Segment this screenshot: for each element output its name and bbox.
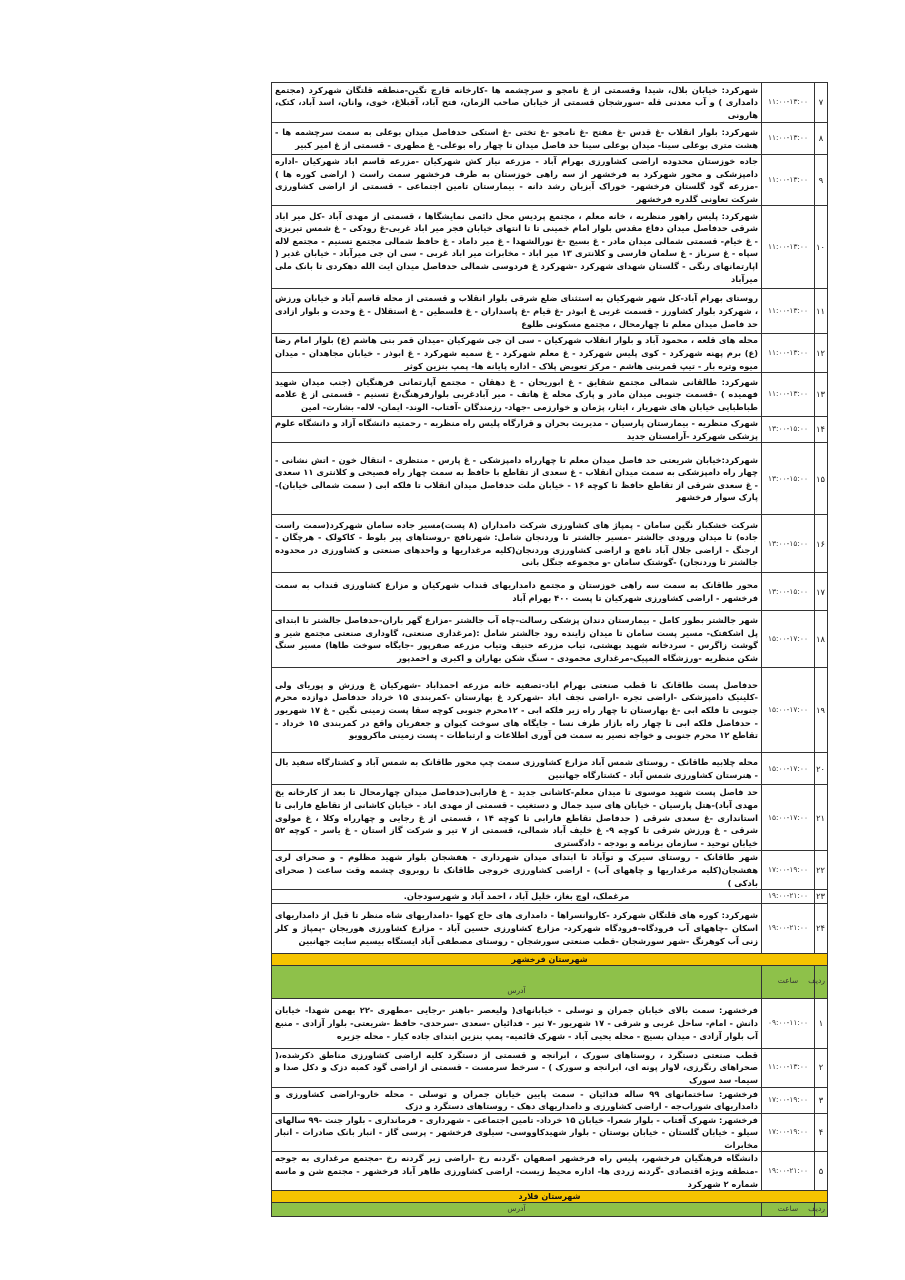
address-cell: دانشگاه فرهنگیان فرخشهر، پلیس راه فرخشهر اصفهان -گردنه رخ -اراضی زیر گردنه رخ -مجتمع مرغداری به جوجه -منطقه ویژه اقتصادی -گردنه زردی ها- اداره محیط زیست- اراضی کشاورزی طاهر آباد فرخشهر - مجتمع شن و ماسه شماره ۲ شهرکرد xyxy=(272,1152,762,1191)
header-address: آدرس xyxy=(272,965,762,998)
address-cell: محله های قلعه ، محمود آباد و بلوار انقلاب شهرکیان - سی ان جی شهرکیان -میدان قمر بنی هاشم (ع) بلوار امام رضا (ع) برم پهنه شهرکرد - کوی پلیس شهرکرد - غ معلم شهرکرد - غ سمیه شهرکرد - غ ابوذر - خیابان مجاهدان - میدان میوه وتره بار - تیپ قمربنی هاشم - مرکز تعویض پلاک - اداره پایانه ها- پمپ بنزین کوثر xyxy=(272,334,762,373)
row-number: ۱۹ xyxy=(815,668,828,753)
row-number: ۸ xyxy=(815,123,828,155)
address-cell: شهرکرد:خیابان شریعتی حد فاصل میدان معلم تا چهارراه دامپزشکی - غ پارس - منتظری - انتقال خون - اتش نشانی - چهار راه دامپزشکی به سمت میدان انقلاب - غ سعدی از تقاطع با حافظ به سمت چهار راه فصیحی و کلانتری ۱۱ سعدی - غ سعدی شرقی از تقاطع حافظ تا کوچه ۱۶ - خیابان ملت حدفاصل میدان انقلاب تا فلکه ابی ( سمت شمالی خیابان)- پارک سوار فرخشهر xyxy=(272,443,762,515)
address-cell: شهر طاقانک - روستای سیرک و توآباد تا ابتدای میدان شهرداری - هفشجان بلوار شهید مظلوم - و صحرای لری هفشجان(کلیه مرغداریها و چاههای آب) - اراضی کشاورزی خروجی طاقانک تا روبروی چشمه وقت ساعت ( صحرای بادکی ) xyxy=(272,851,762,890)
time-range: ۱۱:۰۰-۱۳:۰۰ xyxy=(768,306,808,316)
time-range: ۱۱:۰۰-۱۳:۰۰ xyxy=(768,242,808,252)
address-cell: شهرکرد: طالقانی شمالی مجتمع شقایق - غ ابوریحان - غ دهقان - مجتمع آپارتمانی فرهنگیان (جنب میدان شهید فهمیده ) -قسمت جنوبی میدان مادر و پارک محله غ هاتف - میر آبادغربی بلوارفرهنگ،غ تسنیم - قسمتی از غ علامه طباطبایی خیابان های شهریار ، ایثار، پژمان و خوارزمی -جهاد- رزمندگان -آفتاب- الوند- ایمان- لاله- بشارت- امین xyxy=(272,373,762,417)
table-row xyxy=(272,83,828,123)
address-cell: حد فاصل پست شهید موسوی تا میدان معلم-کاشانی جدید - غ فارابی(حدفاصل میدان چهارمحال تا بعد از کارخانه یخ مهدی آباد)-هتل پارسیان - خیابان های سید جمال و دستغیب - قسمتی از مهدی اباد - خیابان کاشانی از تقاطع فارابی تا استانداری -غ سعدی شرقی ( حدفاصل تقاطع فارابی تا کوچه ۱۴ ، قسمتی از غ رجایی و چهارراه وکلا ، غ مولوی شرقی - غ ورزش شرقی تا کوچه ۹- غ خلیف آباد شمالی، قسمتی از ۷ تیر و شرکت گاز استان - غ یاسر - کوچه ۵۲ خیابان توحید - سازمان برنامه و بودجه - دادگستری xyxy=(272,785,762,851)
time-range: ۱۱:۰۰-۱۳:۰۰ xyxy=(768,389,808,399)
time-range: ۱۱:۰۰-۱۳:۰۰ xyxy=(768,1062,808,1072)
outage-schedule-table xyxy=(271,82,828,1217)
time-cell xyxy=(762,123,815,155)
section-band-falard xyxy=(272,1191,828,1203)
time-cell xyxy=(762,83,815,123)
address-cell: فرخشهر: ساختمانهای ۹۹ ساله فدائیان - سمت پایین خیابان جمران و توسلی - محله خارو-اراضی کشاورزی و دامداریهای شوراب‌جه - اراضی کشاورزی و دامداریهای دهک - روستاهای دستگرد و دزک xyxy=(272,1087,762,1113)
table-row xyxy=(272,334,828,373)
time-range: ۱۳:۰۰-۱۵:۰۰ xyxy=(768,424,808,434)
time-range: ۱۳:۰۰-۱۵:۰۰ xyxy=(768,538,808,548)
table-row xyxy=(272,998,828,1048)
address-cell: فرخشهر: شهرک آفتاب - بلوار شعرا- خیابان ۱۵ خرداد- تامین اجتماعی - شهرداری - فرمانداری - بلوار جنت -۹۹ سالهای سیلو - خیابان گلستان - خیابان بوستان - بلوار شهیدکاووسی- سیلوی فرخشهر - پرسی گاز - انبار بانک صادرات - انبار مخابرات xyxy=(272,1113,762,1152)
row-number: ۱۸ xyxy=(815,611,828,668)
table-row xyxy=(272,1087,828,1113)
table-row xyxy=(272,785,828,851)
time-cell xyxy=(762,903,815,953)
row-number: ۱۴ xyxy=(815,417,828,443)
address-cell: جاده خوزستان محدوده اراضی کشاورزی بهرام آباد - مزرعه نیاز کش شهرکیان -مزرعه قاسم اباد شهرکیان -اداره دامپزشکی و محور شهرکرد به فرخشهر از سه راهی خوزستان به طرف فرخشهر سمت راست ( اراضی کوره ها ) -مزرعه گود گلستان فرخشهر- خوراک آبزیان رشد دانه - بیمارستان تامین اجتماعی - قسمتی از اراضی کشاورزی شرکت تعاونی گلدره فرخشهر xyxy=(272,155,762,206)
time-range: ۱۹:۰۰-۲۱:۰۰ xyxy=(768,1166,808,1176)
time-cell xyxy=(762,890,815,904)
time-range: ۱۹:۰۰-۲۱:۰۰ xyxy=(768,891,808,901)
table-row xyxy=(272,753,828,785)
time-cell xyxy=(762,1113,815,1152)
time-range: ۱۱:۰۰-۱۳:۰۰ xyxy=(768,174,808,184)
time-cell xyxy=(762,1152,815,1191)
table-row xyxy=(272,206,828,289)
address-cell: قطب صنعتی دستگرد ، روستاهای سورک ، ابرانجه و قسمتی از دستگرد کلیه اراضی کشاورزی مناطق ذکرشده،( صحراهای رنگرزی، لاوار پونه ای، ابرانجه و سورک ) - سرخط سرمست - قسمتی از اراضی گود کمبه دزک و دکل صدا و سیما- سد سورک xyxy=(272,1048,762,1087)
table-row xyxy=(272,417,828,443)
row-number: ۲۲ xyxy=(815,851,828,890)
time-cell xyxy=(762,785,815,851)
time-cell xyxy=(762,1048,815,1087)
time-cell xyxy=(762,373,815,417)
row-number: ۴ xyxy=(815,1113,828,1152)
time-cell xyxy=(762,443,815,515)
time-cell xyxy=(762,611,815,668)
row-number: ۲۳ xyxy=(815,890,828,904)
row-number: ۱۱ xyxy=(815,289,828,334)
time-cell xyxy=(762,334,815,373)
address-cell: شرکت خشکبار نگین سامان - پمپاژ های کشاورزی شرکت دامداران (۸ پست)مسیر جاده سامان شهرکرد(سمت راست جاده) تا میدان ورودی جالشتر -مسیر جالشتر تا وردنجان شامل: شهرنافچ -روستاهای پیر بلوط - کاکولک - هرچگان - ارجنگ - اراضی جلال آباد نافچ و اراضی کشاورزی وردنجان(کلیه مرغداریها و واحدهای صنعتی و کشاورزی در محدوده جالشتر تا وردنجان) -گوشتک سامان -و مجموعه جنگل بانی xyxy=(272,515,762,573)
row-number: ۲ xyxy=(815,1048,828,1087)
header-time: ساعت xyxy=(762,1203,815,1217)
row-number: ۷ xyxy=(815,83,828,123)
time-range: ۰۹:۰۰-۱۱:۰۰ xyxy=(768,1017,808,1027)
time-cell xyxy=(762,998,815,1048)
table-row xyxy=(272,443,828,515)
header-row xyxy=(272,1203,828,1217)
row-number: ۹ xyxy=(815,155,828,206)
table-row xyxy=(272,573,828,611)
header-time: ساعت xyxy=(762,965,815,998)
address-cell: روستای بهرام آباد-کل شهر شهرکیان به استثنای ضلع شرقی بلوار انقلاب و قسمتی از محله قاسم آباد و خیابان ورزش ، شهرکرد بلوار کشاورز - قسمت غربی غ ابوذر -غ قیام -غ پاسداران - غ فلسطین - غ استقلال - غ وحدت و بلوار ازادی حد فاصل میدان معلم تا چهارمحال ، مجتمع مسکونی طلوع xyxy=(272,289,762,334)
table-row xyxy=(272,289,828,334)
time-cell xyxy=(762,289,815,334)
time-range: ۱۵:۰۰-۱۷:۰۰ xyxy=(768,634,808,644)
table-row xyxy=(272,373,828,417)
time-range: ۱۷:۰۰-۱۹:۰۰ xyxy=(768,1094,808,1104)
header-number: ردیف xyxy=(815,965,828,998)
time-range: ۱۳:۰۰-۱۵:۰۰ xyxy=(768,473,808,483)
table-row xyxy=(272,155,828,206)
table-row xyxy=(272,1048,828,1087)
time-range: ۱۳:۰۰-۱۵:۰۰ xyxy=(768,586,808,596)
time-cell xyxy=(762,206,815,289)
time-cell xyxy=(762,515,815,573)
time-range: ۱۱:۰۰-۱۳:۰۰ xyxy=(768,347,808,357)
row-number: ۱ xyxy=(815,998,828,1048)
section-title: شهرستان فرخشهر xyxy=(272,953,828,965)
time-cell xyxy=(762,851,815,890)
row-number: ۱۰ xyxy=(815,206,828,289)
row-number: ۱۳ xyxy=(815,373,828,417)
time-range: ۱۷:۰۰-۱۹:۰۰ xyxy=(768,864,808,874)
table-row xyxy=(272,1152,828,1191)
address-cell: شهرک منظریه - بیمارستان پارسیان - مدیریت بحران و قرارگاه پلیس راه منظریه - رحمتیه دانشگاه آزاد و دانشگاه علوم پزشکی شهرکرد -آرامستان جدید xyxy=(272,417,762,443)
table-row xyxy=(272,903,828,953)
section-title: شهرستان فلارد xyxy=(272,1191,828,1203)
time-range: ۱۵:۰۰-۱۷:۰۰ xyxy=(768,705,808,715)
table-row xyxy=(272,515,828,573)
row-number: ۱۷ xyxy=(815,573,828,611)
time-cell xyxy=(762,417,815,443)
address-cell: شهرکرد: کوره های قلتگان شهرکرد -کاروانسراها - دامداری های حاج کهوا -دامداریهای شاه منظر تا قبل از دامداریهای اسکان -چاههای آب فرودگاه-فرودگاه شهرکرد- مزارع کشاورزی حسین آباد - مزارع کشاورزی هوریجان -پمپاژ و کلر زنی آب کوهرنگ -شهر سورشجان -قطب صنعتی سورشجان - روستای مصطفی آباد ایستگاه بیسیم سایت جهانبین xyxy=(272,903,762,953)
table-row xyxy=(272,851,828,890)
time-cell xyxy=(762,668,815,753)
address-cell: محله چلابیه طاقانک - روستای شمس آباد مزارع کشاورزی سمت چپ محور طاقانک به شمس آباد و کشتارگاه سفید بال - هنرستان کشاورزی شمس آباد - کشتارگاه جهانبین xyxy=(272,753,762,785)
row-number: ۳ xyxy=(815,1087,828,1113)
address-cell: شهرکرد: بلوار انقلاب -غ قدس -غ مفتح -غ نامجو -غ تختی -غ استکی حدفاصل میدان بوعلی به سمت سرچشمه ها - هشت متری بوعلی سینا- میدان بوعلی سینا حد فاصل میدان تا چهار راه بوعلی- غ مطهری - قسمتی از غ امیر کبیر xyxy=(272,123,762,155)
row-number: ۲۱ xyxy=(815,785,828,851)
time-cell xyxy=(762,753,815,785)
header-address: آدرس xyxy=(272,1203,762,1217)
row-number: ۱۲ xyxy=(815,334,828,373)
row-number: ۱۶ xyxy=(815,515,828,573)
header-number: ردیف xyxy=(815,1203,828,1217)
address-cell: شهرکرد: پلیس راهور منظریه ، خانه معلم ، مجتمع پردیس محل دائمی نمایشگاها ، قسمتی از مهدی آباد -کل میر اباد شرقی حدفاصل میدان دفاع مقدس بلوار امام خمینی تا تا انتهای خیابان فجر میر اباد غربی-غ رودکی - غ شمس تبریزی - غ خیام- قسمتی شمالی میدان مادر - غ بسیج -غ نورالشهدا - غ میر داماد - غ حافظ شمالی مجتمع تسنیم - مجتمع لاله سپاه - غ سرباز - غ سلمان فارسی و کلانتری ۱۳ میر اباد - مخابرات میر اباد غربی - سی ان جی میرآباد - خیابان غدیر ( اپارتمانهای رنگی - گلستان شهدای شهرکرد -شهرکرد غ فردوسی شمالی حدفاصل میدان ایت الله دهکردی تا بانک ملی میرآباد xyxy=(272,206,762,289)
table-row xyxy=(272,123,828,155)
time-cell xyxy=(762,155,815,206)
time-cell xyxy=(762,573,815,611)
time-range: ۱۵:۰۰-۱۷:۰۰ xyxy=(768,763,808,773)
row-number: ۵ xyxy=(815,1152,828,1191)
section-band-farrokhshahr xyxy=(272,953,828,965)
row-number: ۲۰ xyxy=(815,753,828,785)
time-range: ۱۱:۰۰-۱۳:۰۰ xyxy=(768,133,808,143)
row-number: ۲۴ xyxy=(815,903,828,953)
header-row xyxy=(272,965,828,998)
address-cell: محور طاقانک به سمت سه راهی خوزستان و مجتمع دامداریهای قنداب شهرکیان و مزارع کشاورزی قنداب به سمت فرخشهر - اراضی کشاورزی شهرکیان تا پست ۴۰۰ بهرام آباد xyxy=(272,573,762,611)
address-cell: شهرکرد: خیابان بلال، شیدا وقسمتی از غ نامجو و سرچشمه ها -کارخانه قارچ تگین-منطقه قلتگان شهرکرد (مجتمع دامداری ) و آب معدنی قله -سورشجان قسمتی از خیابان صاحب الزمان، فتح آباد، آقبلاغ، خوی، وانان، اسد آباد، کتک، هارونی xyxy=(272,83,762,123)
address-cell: حدفاصل پست طاقانک تا قطب صنعتی بهرام اباد-تصفیه خانه مزرعه احمداباد -شهرکیان غ ورزش و پوریای ولی -کلینیک دامپزشکی -اراضی تجره -اراضی نجف اباد -شهرکرد غ بهارستان -کمربندی ۱۵ خرداد حدفاصل دوازده محرم جنوبی تا فلکه ابی -غ بهارستان تا چهار راه زیر فلکه ابی - ۱۲محرم جنوبی کوچه سقا پست زمینی نگین - غ ۱۷ شهریور - حدفاصل فلکه ابی تا چهار راه بازار طرف نسا - جایگاه های سوخت کیوان و جعفریان واقع در کمربندی ۱۵ خرداد - تقاطع ۱۲ محرم جنوبی و خواجه نصیر به سمت فن آوری اطلاعات و ارتباطات - پست زمینی ماکروویو xyxy=(272,668,762,753)
address-cell: شهر جالشتر بطور کامل - بیمارستان دندان پزشکی رسالت-چاه آب جالشتر -مزارع گهر باران-حدفاصل جالشتر تا ابتدای پل اشکفتک- مسیر پست سامان تا میدان زاینده رود جالشتر شامل :(مرغداری صنعتی، گاوداری صنعتی مجتمع شیر و گوشت زاگرس - سردخانه شهید بهشتی، تیاب مزرعه حنیف وتیاب مزرعه صفرپور -جایگاه سوخت طاها) مسیر سنگ شکن منظریه -ورزشگاه المپیک-مرغداری محمودی - سنگ شکن بهاران و اکبری و احمدپور xyxy=(272,611,762,668)
row-number: ۱۵ xyxy=(815,443,828,515)
time-range: ۱۱:۰۰-۱۳:۰۰ xyxy=(768,97,808,107)
table-row xyxy=(272,668,828,753)
table-row xyxy=(272,890,828,904)
time-range: ۱۹:۰۰-۲۱:۰۰ xyxy=(768,922,808,932)
address-cell: فرخشهر: سمت بالای خیابان جمران و توسلی - خیابانهای( ولیعصر -باهنر -رجایی -مطهری -۲۲ بهمن شهدا- خیابان دانش - امام- ساحل غربی و شرقی - ۱۷ شهریور -۷ تیر - فدائیان -سعدی -سرحدی- حافظ -شریعتی- بلوار آزادی - منبع آب بلوار آزادی - میدان بسیج - محله یحیی آباد - شهرک قائمیه- پمپ بنزین ابتدای جاده کیار - محله جزیره xyxy=(272,998,762,1048)
time-cell xyxy=(762,1087,815,1113)
table-row xyxy=(272,1113,828,1152)
time-range: ۱۷:۰۰-۱۹:۰۰ xyxy=(768,1127,808,1137)
address-cell: مرغملک، اوچ بغاز، خلیل آباد ، احمد آباد و شهرسودجان. xyxy=(272,890,762,904)
table-row xyxy=(272,611,828,668)
time-range: ۱۵:۰۰-۱۷:۰۰ xyxy=(768,812,808,822)
